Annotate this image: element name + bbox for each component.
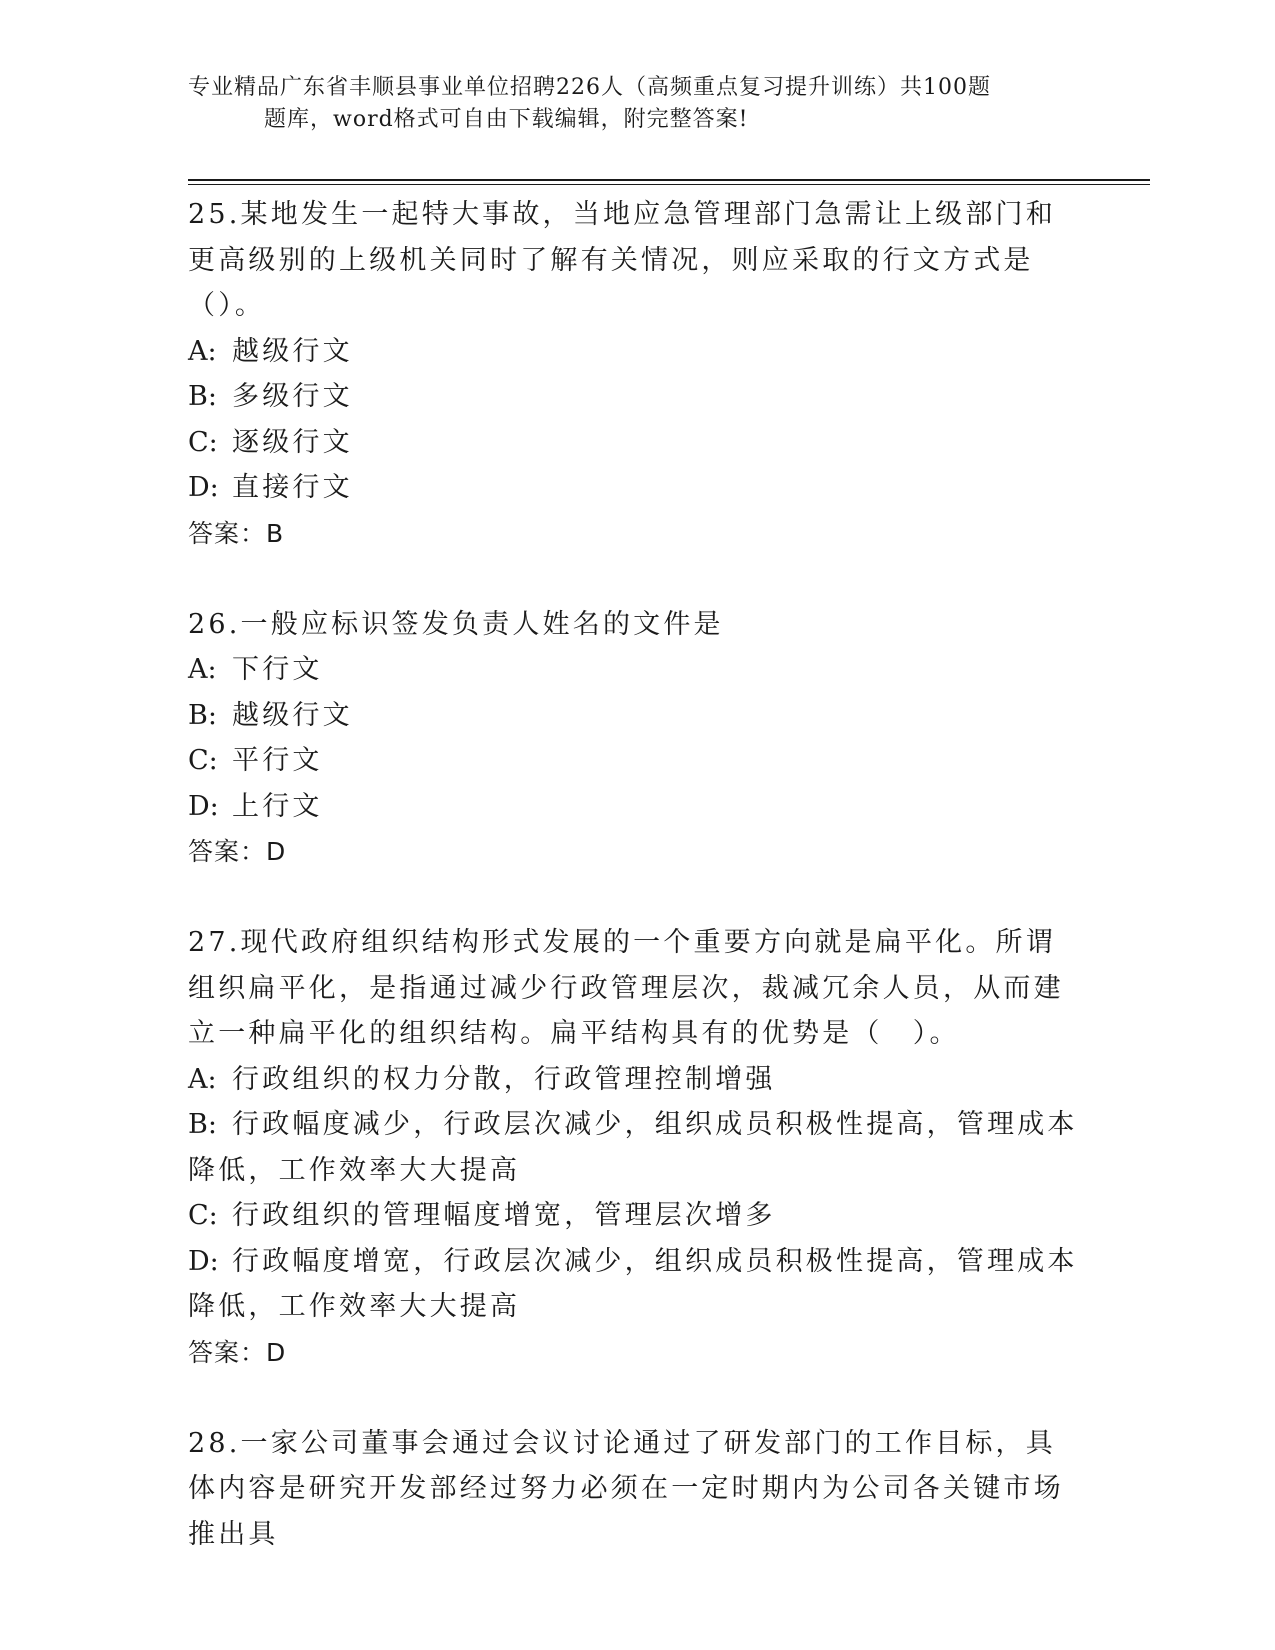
option-c: [188, 420, 1078, 466]
option-a: [188, 1057, 1078, 1103]
option-letter: B:: [188, 1109, 217, 1140]
option-text: 下行文: [232, 654, 323, 685]
option-text: 逐级行文: [232, 426, 353, 458]
option-text: 行政幅度减少，行政层次减少，组织成员积极性提高，管理成本降低，工作效率大大提高: [188, 1109, 1078, 1186]
option-letter: D:: [188, 472, 219, 503]
question-27: [188, 920, 1078, 1375]
answer-line: 答案：B: [188, 518, 285, 548]
option-letter: C:: [188, 1200, 218, 1231]
option-b: [188, 374, 1078, 420]
question-26: [188, 602, 1078, 875]
option-text: 多级行文: [232, 381, 353, 412]
spacer: [188, 875, 1078, 921]
option-d: [188, 1239, 1078, 1330]
option-letter: A:: [188, 1063, 217, 1095]
option-c: [188, 738, 1078, 784]
answer-line: 答案：D: [188, 1337, 287, 1367]
option-letter: C:: [188, 426, 218, 458]
option-text: 直接行文: [232, 472, 353, 503]
header-title-line-1: 专业精品广东省丰顺县事业单位招聘226人（高频重点复习提升训练）共100题: [188, 75, 991, 100]
option-letter: D:: [188, 1245, 219, 1277]
question-text: 26.一般应标识签发负责人姓名的文件是: [188, 608, 724, 640]
question-25: [188, 192, 1078, 556]
option-letter: B:: [188, 699, 217, 731]
option-a: [188, 647, 1078, 693]
option-text: 上行文: [232, 790, 323, 822]
header-title-line-2: 题库，word格式可自由下载编辑，附完整答案!: [264, 107, 749, 132]
option-letter: A:: [188, 335, 217, 367]
option-letter: B:: [188, 381, 217, 412]
option-d: [188, 465, 1078, 511]
header-divider-thick: [188, 179, 1150, 181]
question-text: 27.现代政府组织结构形式发展的一个重要方向就是扁平化。所谓组织扁平化，是指通过减少行政管理层次，裁减冗余人员，从而建立一种扁平化的组织结构。扁平结构具有的优势是（ ）。: [188, 927, 1064, 1049]
option-d: [188, 784, 1078, 830]
header-divider-thin: [188, 184, 1150, 185]
option-letter: D:: [188, 790, 219, 822]
option-letter: A:: [188, 654, 217, 685]
option-text: 行政组织的管理幅度增宽，管理层次增多: [232, 1200, 776, 1231]
option-b: [188, 693, 1078, 739]
document-header: [188, 72, 1068, 136]
option-text: 越级行文: [232, 699, 353, 731]
option-text: 行政幅度增宽，行政层次减少，组织成员积极性提高，管理成本降低，工作效率大大提高: [188, 1245, 1078, 1322]
answer-line: 答案：D: [188, 837, 287, 866]
option-b: [188, 1102, 1078, 1193]
question-list: [188, 192, 1078, 1557]
option-text: 行政组织的权力分散，行政管理控制增强: [232, 1063, 776, 1095]
spacer: [188, 556, 1078, 602]
option-text: 平行文: [232, 745, 323, 776]
option-a: [188, 329, 1078, 375]
option-letter: C:: [188, 745, 218, 776]
option-text: 越级行文: [232, 335, 353, 367]
question-text: 28.一家公司董事会通过会议讨论通过了研发部门的工作目标，具体内容是研究开发部经过努力必须在一定时期内为公司各关键市场推出具: [188, 1427, 1064, 1550]
question-text: 25.某地发生一起特大事故，当地应急管理部门急需让上级部门和更高级别的上级机关同时了解有关情况，则应采取的行文方式是（）。: [188, 199, 1056, 321]
question-28: [188, 1421, 1078, 1558]
option-c: [188, 1193, 1078, 1239]
spacer: [188, 1375, 1078, 1421]
